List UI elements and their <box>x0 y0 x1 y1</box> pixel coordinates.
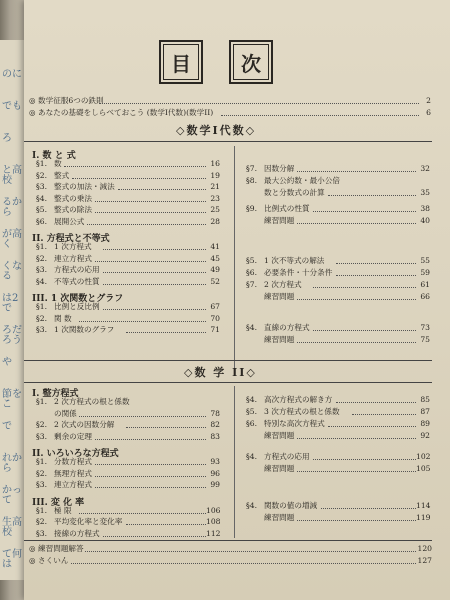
entry-page: 55 <box>420 256 430 265</box>
entry-page: 87 <box>420 407 430 416</box>
entry-title: 関 数 <box>54 313 72 323</box>
leader-dots <box>95 439 206 440</box>
title-char-right: 次 <box>241 51 261 76</box>
entry-number: §1. <box>36 397 48 406</box>
entry-title: 練習問題 <box>264 292 295 301</box>
entry-title: 連立方程式 <box>54 480 92 489</box>
entry-number: §5. <box>246 407 258 416</box>
adjacent-page-text: 生高校 <box>2 517 22 538</box>
leader-dots <box>297 471 416 472</box>
leader-dots <box>336 263 416 264</box>
entry-number: §4. <box>246 395 258 404</box>
leader-dots <box>297 520 416 521</box>
entry-title: 1 次関数のグラフ <box>54 325 115 334</box>
entry-number: §2. <box>36 420 48 429</box>
entry-page: 38 <box>420 204 430 213</box>
entry-number: §1. <box>36 505 48 515</box>
adjacent-page-text: かって <box>2 485 22 506</box>
leader-dots <box>95 212 206 213</box>
entry-title: 最大公約数・最小公倍 <box>264 176 340 185</box>
entry-title: 1 次不等式の解法 <box>264 256 325 265</box>
entry-page: 108 <box>206 517 221 526</box>
footer-page: 120 <box>417 544 432 553</box>
leader-dots <box>85 551 416 552</box>
entry-title: 練習問題 <box>264 513 295 522</box>
leader-dots <box>79 513 206 514</box>
leader-dots <box>297 438 416 439</box>
entry-title: 展開公式 <box>54 216 85 226</box>
entry-number: §1. <box>36 242 48 251</box>
adjacent-page-text: くなる <box>2 261 22 282</box>
intro-entry: ◎ 数学征服6つの鉄則 <box>29 96 104 105</box>
entry-title: 方程式の応用 <box>54 265 100 274</box>
entry-page: 49 <box>210 265 220 274</box>
entry-title: 極 限 <box>54 505 72 515</box>
entry-title: 平均変化率と変化率 <box>54 517 123 526</box>
section-heading: I. 整方程式 <box>32 389 79 399</box>
entry-page: 25 <box>210 205 220 214</box>
leader-dots <box>95 261 206 262</box>
adjacent-page-text: るから <box>2 197 22 218</box>
leader-dots <box>126 332 206 333</box>
section-heading: II. 方程式と不等式 <box>32 234 110 244</box>
entry-number: §4. <box>36 193 48 203</box>
entry-number: §3. <box>36 182 48 191</box>
leader-dots <box>79 416 206 417</box>
rule <box>24 382 432 383</box>
adjacent-page-text: や <box>2 357 12 368</box>
entry-title: 3 次方程式の根と係数 <box>264 407 340 416</box>
footer-page: 127 <box>417 556 432 565</box>
section-heading: II. いろいろな方程式 <box>32 449 119 459</box>
leader-dots <box>71 563 416 564</box>
leader-dots <box>352 414 416 415</box>
entry-title: 練習問題 <box>264 464 295 473</box>
entry-number: §4. <box>36 276 48 286</box>
entry-title: 比例式の性質 <box>264 204 310 213</box>
entry-page: 105 <box>416 464 431 473</box>
entry-page: 66 <box>420 292 430 301</box>
entry-page: 73 <box>420 323 430 332</box>
entry-title: 特別な高次方程式 <box>264 419 325 428</box>
entry-number: §7. <box>246 280 258 289</box>
leader-dots <box>95 487 206 488</box>
intro-page: 2 <box>426 96 431 105</box>
adjacent-page-text: れから <box>2 453 22 474</box>
rule <box>24 141 432 142</box>
entry-page: 82 <box>210 420 220 429</box>
entry-title: 整式の除法 <box>54 205 92 214</box>
entry-page: 32 <box>420 164 430 173</box>
entry-number: §5. <box>36 205 48 214</box>
leader-dots <box>321 508 416 509</box>
entry-number: §2. <box>36 517 48 526</box>
entry-title: 数と分数式の計算 <box>264 188 325 197</box>
entry-page: 21 <box>210 182 220 191</box>
entry-page: 40 <box>420 216 430 225</box>
section-heading: I. 数 と 式 <box>32 151 76 161</box>
entry-page: 83 <box>210 431 220 441</box>
entry-page: 59 <box>420 268 430 277</box>
entry-number: §2. <box>36 313 48 323</box>
entry-title: 分数方程式 <box>54 457 92 466</box>
entry-number: §6. <box>246 419 258 428</box>
section-heading: III. 1 次関数とグラフ <box>32 294 124 304</box>
entry-title: 2 次方程式の根と係数 <box>54 397 130 406</box>
entry-title: 必要条件・十分条件 <box>264 268 333 277</box>
adjacent-page-text: と高校 <box>2 165 22 186</box>
section-heading: III. 変 化 率 <box>32 497 85 508</box>
entry-page: 61 <box>420 280 430 289</box>
entry-page: 89 <box>420 419 430 428</box>
leader-dots <box>79 321 206 322</box>
entry-page: 41 <box>210 242 220 251</box>
leader-dots <box>297 223 416 224</box>
footer-entry: ◎ さくいん <box>29 556 69 565</box>
adjacent-page-text: で <box>2 421 12 432</box>
entry-page: 23 <box>210 193 220 203</box>
title-char-box-left <box>159 40 203 84</box>
entry-page: 67 <box>210 302 220 311</box>
entry-number: §1. <box>36 159 48 168</box>
entry-title: 無理方程式 <box>54 468 92 478</box>
entry-title: 直線の方程式 <box>264 323 310 332</box>
entry-title: 連立方程式 <box>54 253 92 263</box>
entry-number: §3. <box>36 325 48 334</box>
leader-dots <box>103 249 206 250</box>
entry-number: §5. <box>246 256 258 265</box>
leader-dots <box>313 287 416 288</box>
column-divider <box>234 386 235 538</box>
leader-dots <box>95 476 206 477</box>
banner-math-2: ◇数 学 II◇ <box>184 366 257 379</box>
entry-page: 114 <box>416 501 431 510</box>
leader-dots <box>221 115 419 116</box>
rule <box>24 360 432 361</box>
entry-page: 78 <box>210 408 220 418</box>
entry-title: 因数分解 <box>264 164 295 173</box>
entry-title: の関係 <box>54 408 77 418</box>
entry-number: §6. <box>246 268 258 277</box>
leader-dots <box>328 426 416 427</box>
leader-dots <box>313 330 416 331</box>
leader-dots <box>103 272 206 273</box>
intro-page: 6 <box>426 108 431 117</box>
leader-dots <box>328 195 416 196</box>
leader-dots <box>118 189 206 190</box>
leader-dots <box>313 211 416 212</box>
adjacent-page-text: のに <box>2 69 22 80</box>
entry-title: 高次方程式の解き方 <box>264 395 333 404</box>
entry-page: 45 <box>210 253 220 263</box>
leader-dots <box>297 342 416 343</box>
entry-number: §3. <box>36 528 48 538</box>
entry-page: 93 <box>210 457 220 466</box>
leader-dots <box>126 427 206 428</box>
leader-dots <box>297 171 416 172</box>
entry-number: §2. <box>36 253 48 263</box>
entry-title: 整式 <box>54 170 70 180</box>
entry-number: §8. <box>246 176 258 185</box>
entry-number: §9. <box>246 204 258 213</box>
leader-dots <box>336 402 416 403</box>
leader-dots <box>95 464 206 465</box>
entry-page: 106 <box>206 505 221 515</box>
entry-page: 70 <box>210 313 220 323</box>
entry-page: 92 <box>420 431 430 440</box>
leader-dots <box>87 224 206 225</box>
adjacent-page-text: ろだろう <box>2 325 22 346</box>
adjacent-page-text: 節をこ <box>2 389 22 410</box>
leader-dots <box>103 284 206 285</box>
intro-entry: ◎ あなたの基礎をしらべておこう (数学I代数)(数学II) <box>29 108 214 117</box>
leader-dots <box>72 178 206 179</box>
entry-number: §3. <box>36 480 48 489</box>
leader-dots <box>64 166 206 167</box>
column-divider <box>234 146 235 368</box>
entry-title: 整式の加法・減法 <box>54 182 115 191</box>
entry-title: 練習問題 <box>264 216 295 225</box>
entry-title: 関数の値の増減 <box>264 501 318 510</box>
banner-math-1-algebra: ◇数学I代数◇ <box>176 124 257 137</box>
entry-title: 方程式の応用 <box>264 452 310 461</box>
adjacent-page-text: が高く <box>2 229 22 250</box>
entry-title: 比例と反比例 <box>54 302 100 311</box>
entry-page: 112 <box>206 528 221 538</box>
leader-dots <box>103 536 206 537</box>
entry-page: 96 <box>210 468 220 478</box>
entry-title: 数 <box>54 159 62 168</box>
entry-title: 2 次方程式 <box>264 280 302 289</box>
entry-title: 1 次方程式 <box>54 242 92 251</box>
entry-number: §4. <box>246 501 258 510</box>
entry-title: 剰余の定理 <box>54 431 92 441</box>
entry-number: §3. <box>36 265 48 274</box>
contents-page <box>24 0 450 600</box>
leader-dots <box>126 524 206 525</box>
adjacent-page-text: でも <box>2 101 22 112</box>
entry-number: §2. <box>36 468 48 478</box>
entry-page: 35 <box>420 188 430 197</box>
entry-title: 不等式の性質 <box>54 276 100 286</box>
entry-page: 52 <box>210 276 220 286</box>
entry-page: 99 <box>210 480 220 489</box>
leader-dots <box>297 299 416 300</box>
entry-title: 接線の方程式 <box>54 528 100 538</box>
entry-number: §4. <box>246 452 258 461</box>
entry-number: §2. <box>36 170 48 180</box>
entry-page: 16 <box>210 159 220 168</box>
title-char-left: 目 <box>171 51 191 76</box>
entry-number: §1. <box>36 457 48 466</box>
entry-number: §3. <box>36 431 48 441</box>
entry-page: 28 <box>210 216 220 226</box>
adjacent-page-text: て何は <box>2 549 22 570</box>
entry-number: §7. <box>246 164 258 173</box>
entry-number: §1. <box>36 302 48 311</box>
entry-title: 練習問題 <box>264 431 295 440</box>
entry-page: 71 <box>210 325 220 334</box>
entry-number: §6. <box>36 216 48 226</box>
adjacent-page-text: ろ <box>2 133 12 144</box>
entry-page: 85 <box>420 395 430 404</box>
footer-entry: ◎ 練習問題解答 <box>29 544 84 553</box>
rule <box>24 540 432 541</box>
entry-page: 19 <box>210 170 220 180</box>
leader-dots <box>336 275 416 276</box>
entry-page: 119 <box>416 513 431 522</box>
leader-dots <box>313 459 416 460</box>
leader-dots <box>95 201 206 202</box>
title-char-box-right <box>229 40 273 84</box>
leader-dots <box>103 309 206 310</box>
entry-title: 2 次式の因数分解 <box>54 420 115 429</box>
leader-dots <box>99 103 419 104</box>
entry-number: §4. <box>246 323 258 332</box>
entry-title: 練習問題 <box>264 335 295 344</box>
entry-page: 102 <box>416 452 431 461</box>
entry-page: 75 <box>420 335 430 344</box>
entry-title: 整式の乗法 <box>54 193 92 203</box>
adjacent-page-text: は2で <box>2 293 19 314</box>
